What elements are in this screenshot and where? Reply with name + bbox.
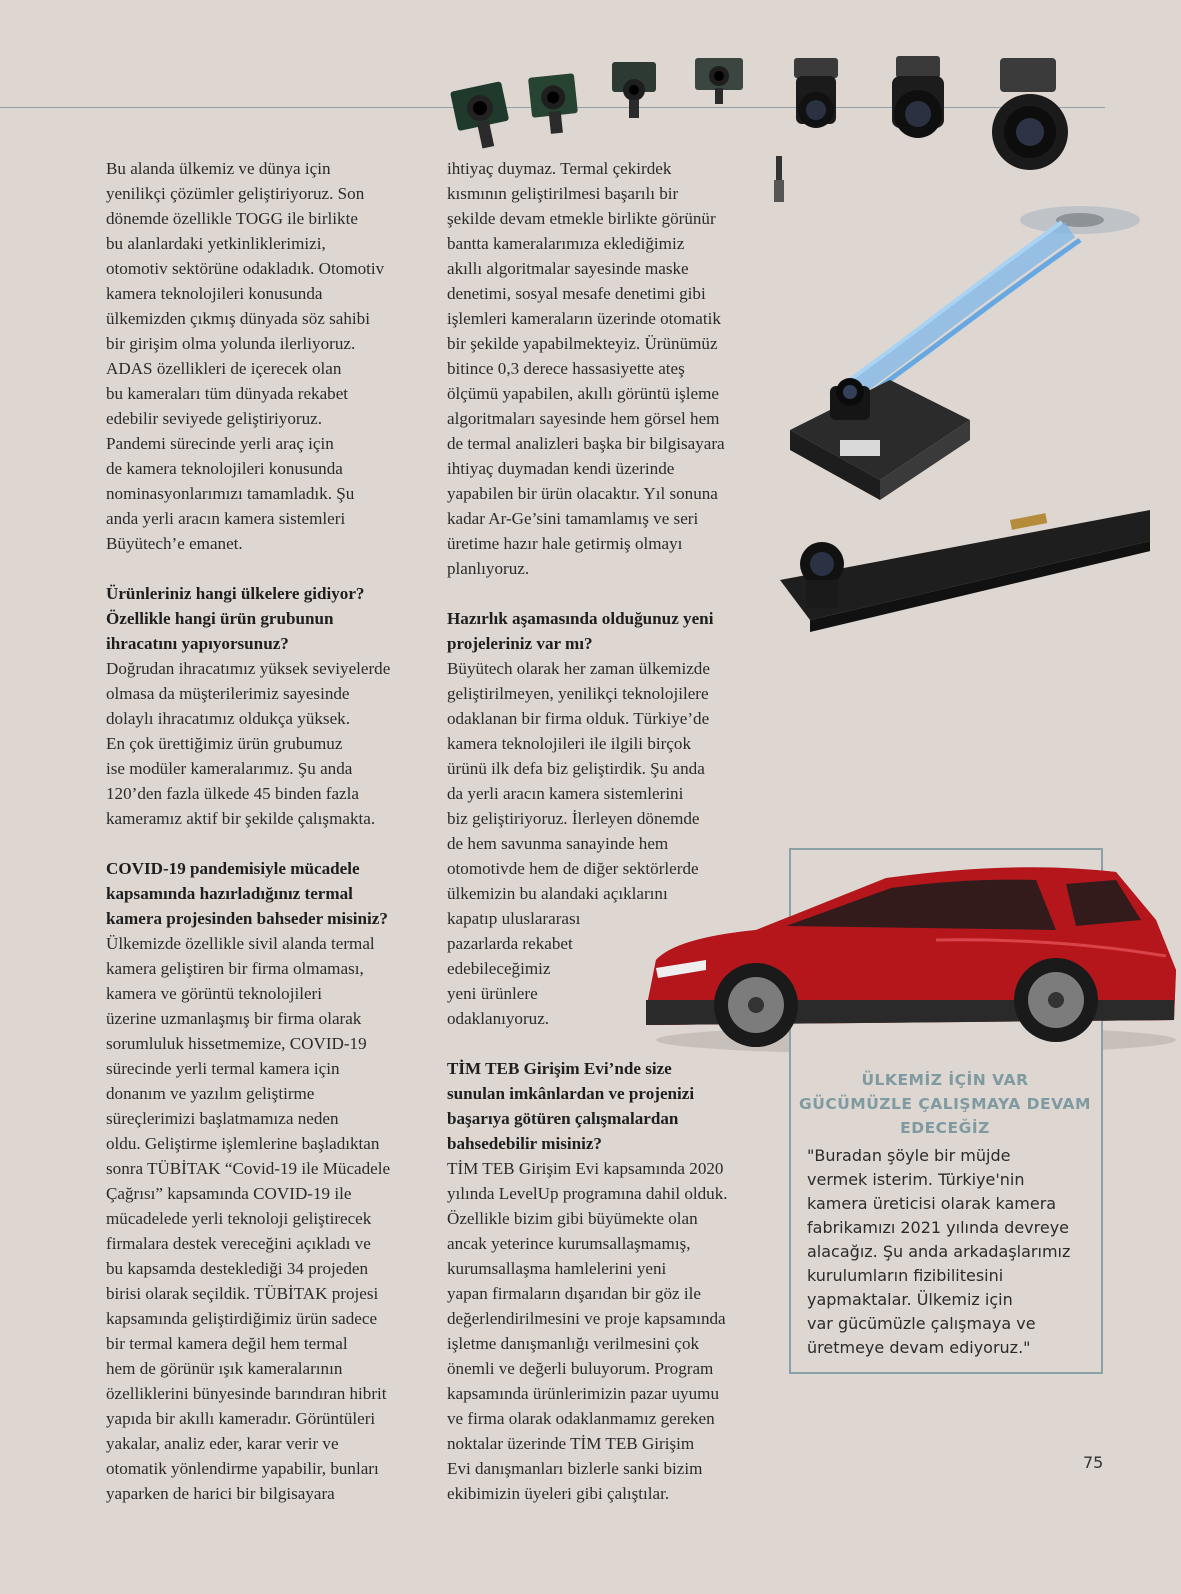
article-column-left: [106, 156, 436, 1506]
togg-car-overlay: [636, 860, 1181, 1060]
paragraph: ihtiyaç duymaz. Termal çekirdek kısmının geliştirilmesi başarılı bir şekilde devam etmekle birlikte görünür bantta kameralarımıza eklediğimiz akıllı algoritmalar sayesinde maske denetimi, sosyal mesafe denetimi gibi işlemleri kameraların üzerinde otomatik bir şekilde yapabilmekteyiz. Ürünümüz bitince 0,3 derece hassasiyette ateş ölçümü yapabilen, akıllı görüntü işleme algoritmaları sayesinde hem görsel hem de termal analizleri başka bir bilgisayara ihtiyaç duymadan kendi üzerinde yapabilen bir ürün olacaktır. Yıl sonuna kadar Ar-Ge’sini tamamlamış ve seri üretime hazır hale getirmiş olmayı planlıyoruz.: [447, 159, 725, 578]
interview-question: Hazırlık aşamasında olduğunuz yeni projeleriniz var mı?: [447, 609, 714, 653]
thermal-camera-board-illustration: [770, 150, 1150, 650]
article-column-middle: [447, 156, 777, 1506]
page-number: 75: [1083, 1453, 1104, 1472]
callout-title: ÜLKEMİZ İÇİN VAR GÜCÜMÜZLE ÇALIŞMAYA DEVAM EDECEĞİZ: [799, 1071, 1091, 1137]
interview-answer: Büyütech olarak her zaman ülkemizde geliştirilmeyen, yenilikçi teknolojilere odaklanan bir firma olduk. Türkiye’de kamera teknolojileri ile ilgili birçok ürünü ilk defa biz geliştirdik. Şu anda da yerli aracın kamera sistemlerini biz geliştiriyoruz. İlerleyen dönemde de hem savunma sanayinde hem otomotivde hem de diğer sektörlerde ülkemizin bu alandaki açıklarını kapatıp uluslararası pazarlarda rekabet edebileceğimiz yeni ürünlere odaklanıyoruz.: [447, 659, 710, 1028]
interview-question: Ürünleriniz hangi ülkelere gidiyor? Özellikle hangi ürün grubunun ihracatını yapıyorsunuz?: [106, 584, 365, 653]
interview-question: COVID-19 pandemisiyle mücadele kapsamında hazırladığınız termal kamera projesinden bahseder misiniz?: [106, 859, 388, 928]
interview-answer: Doğrudan ihracatımız yüksek seviyelerde olmasa da müşterilerimiz sayesinde dolaylı ihracatımız oldukça yüksek. En çok ürettiğimiz ürün grubumuz ise modüler kameralarımız. Şu anda 120’den fazla ülkede 45 binden fazla kameramız aktif bir şekilde çalışmakta.: [106, 659, 391, 828]
interview-answer: TİM TEB Girişim Evi kapsamında 2020 yılında LevelUp programına dahil olduk. Özellikle bizim gibi büyümekte olan ancak yeterince kurumsallaşmamış, kurumsallaşma hamlelerini yeni yapan firmaların dışarıdan bir göz ile değerlendirilmesini ve proje kapsamında işletme danışmanlığı verilmesini çok önemli ve değerli buluyorum. Program kapsamında ürünlerimizin pazar uyumu ve firma olarak odaklanmamız gereken noktalar üzerinde TİM TEB Girişim Evi danışmanları bizlerle sanki bizim ekibimizin üyeleri gibi çalıştılar.: [447, 1159, 728, 1503]
interview-answer: Ülkemizde özellikle sivil alanda termal kamera geliştiren bir firma olmaması, kamera ve görüntü teknolojileri üzerine uzmanlaşmış bir firma olarak sorumluluk hissetmemize, COVID-19 sürecinde yerli termal kamera için donanım ve yazılım geliştirme süreçlerimizi başlatmamıza neden oldu. Geliştirme işlemlerine başladıktan sonra TÜBİTAK “Covid-19 ile Mücadele Çağrısı” kapsamında COVID-19 ile mücadelede yerli teknoloji geliştirecek firmalara destek vereceğini açıkladı ve bu kapsamda desteklediği 34 projeden birisi olarak seçildik. TÜBİTAK projesi kapsamında geliştirdiğimiz ürün sadece bir termal kamera değil hem termal hem de görünür ışık kameralarının özelliklerini bünyesinde barındıran hibrit yapıda bir akıllı kameradır. Görüntüleri yakalar, analiz eder, karar verir ve otomatik yönlendirme yapabilir, bunları yaparken de harici bir bilgisayara: [106, 934, 391, 1503]
paragraph: Bu alanda ülkemiz ve dünya için yenilikçi çözümler geliştiriyoruz. Son dönemde özellikle TOGG ile birlikte bu alanlardaki yetkinliklerimizi, otomotiv sektörüne odakladık. Otomotiv kamera teknolojileri konusunda ülkemizden çıkmış dünyada söz sahibi bir girişim olma yolunda ilerliyoruz. ADAS özellikleri de içerecek olan bu kameraları tüm dünyada rekabet edebilir seviyede geliştiriyoruz. Pandemi sürecinde yerli araç için de kamera teknolojileri konusunda nominasyonlarımızı tamamladık. Şu anda yerli aracın kamera sistemleri Büyütech’e emanet.: [106, 159, 385, 553]
interview-question: TİM TEB Girişim Evi’nde size sunulan imkânlardan ve projenizi başarıya götüren çalışmalardan bahsedebilir misiniz?: [447, 1059, 695, 1153]
callout-quote: "Buradan şöyle bir müjde vermek isterim. Türkiye'nin kamera üreticisi olarak kamera fabrikamızı 2021 yılında devreye alacağız. Şu anda arkadaşlarımız kurulumların fizibilitesini yapmaktalar. Ülkemiz için var gücümüzle çalışmaya ve üretmeye devam ediyoruz.": [807, 1146, 1071, 1357]
